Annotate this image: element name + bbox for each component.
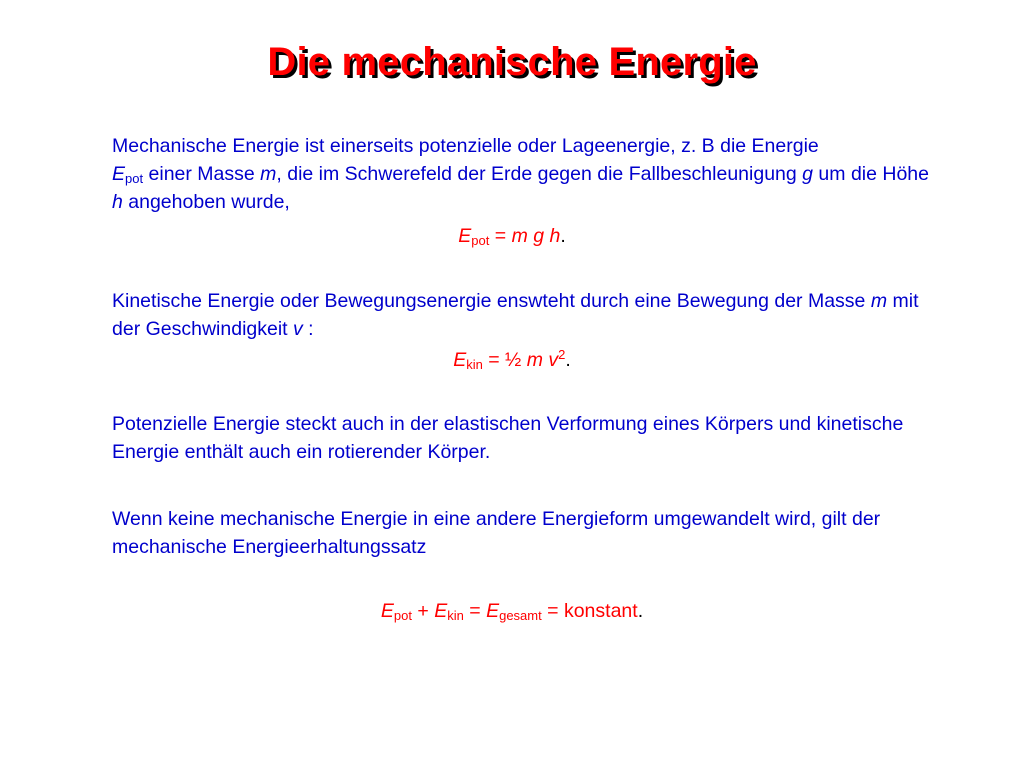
formula-potential-energy [0,222,1024,250]
f3-sub1: pot [393,608,412,623]
f2-sub: kin [466,357,483,372]
p1-text-a: Mechanische Energie ist einerseits potenzielle oder Lageenergie, z. B die Energie [112,135,819,157]
f2-E: E [453,349,467,371]
f1-sub: pot [471,233,490,248]
p1-symbol-m: m [260,163,277,185]
f3-E2: E [434,600,448,622]
f2-sup: 2 [558,347,566,362]
f1-eq: = [489,225,512,247]
p2-text-a: Kinetische Energie oder Bewegungsenergie enswteht durch eine Bewegung der Masse [112,290,871,312]
p1-text-d: um die Höhe [813,163,929,185]
p1-text-e: angehoben wurde, [122,191,290,213]
f3-eq: = [463,600,487,622]
p2-text-b: mit der Geschwindigkeit [112,290,919,340]
f3-plus: + [411,600,435,622]
f3-E3: E [486,600,500,622]
f3-end: . [637,600,644,622]
paragraph-potential-energy [112,132,942,216]
p1-symbol-E: E [112,163,126,185]
p1-text-c: , die im Schwerefeld der Erde gegen die Fallbeschleunigung [276,163,803,185]
p1-symbol-h: h [112,191,123,213]
f3-E1: E [380,600,394,622]
p2-text-c: : [302,318,314,340]
paragraph-conservation: Wenn keine mechanische Energie in eine andere Energieform umgewandelt wird, gilt der mechanische Energieerhaltungssatz [112,508,881,558]
formula-energy-conservation [0,597,1024,625]
f3-sub2: kin [447,608,464,623]
p1-text-b: einer Masse [143,163,261,185]
slide-title: Die mechanische Energie [267,40,757,84]
paragraph-elastic-rotation: Potenzielle Energie steckt auch in der elastischen Verformung eines Körpers und kinetische Energie enthält auch ein rotierender Körper. [112,413,904,463]
f1-end: . [560,225,566,247]
p2-symbol-m: m [870,290,888,312]
paragraph-kinetic-energy [112,287,942,343]
p1-sub-pot: pot [125,171,144,186]
f2-v: v [548,349,559,371]
p2-symbol-v: v [293,318,303,340]
f2-end: . [565,349,571,371]
f2-m: m [526,349,543,371]
f1-rhs: m g h [511,225,561,247]
f2-eq: = ½ [482,349,527,371]
f1-E: E [458,225,472,247]
f3-eq2: = konstant [541,600,638,622]
p1-symbol-g: g [802,163,814,185]
f3-sub3: gesamt [499,608,542,623]
formula-kinetic-energy [0,346,1024,374]
